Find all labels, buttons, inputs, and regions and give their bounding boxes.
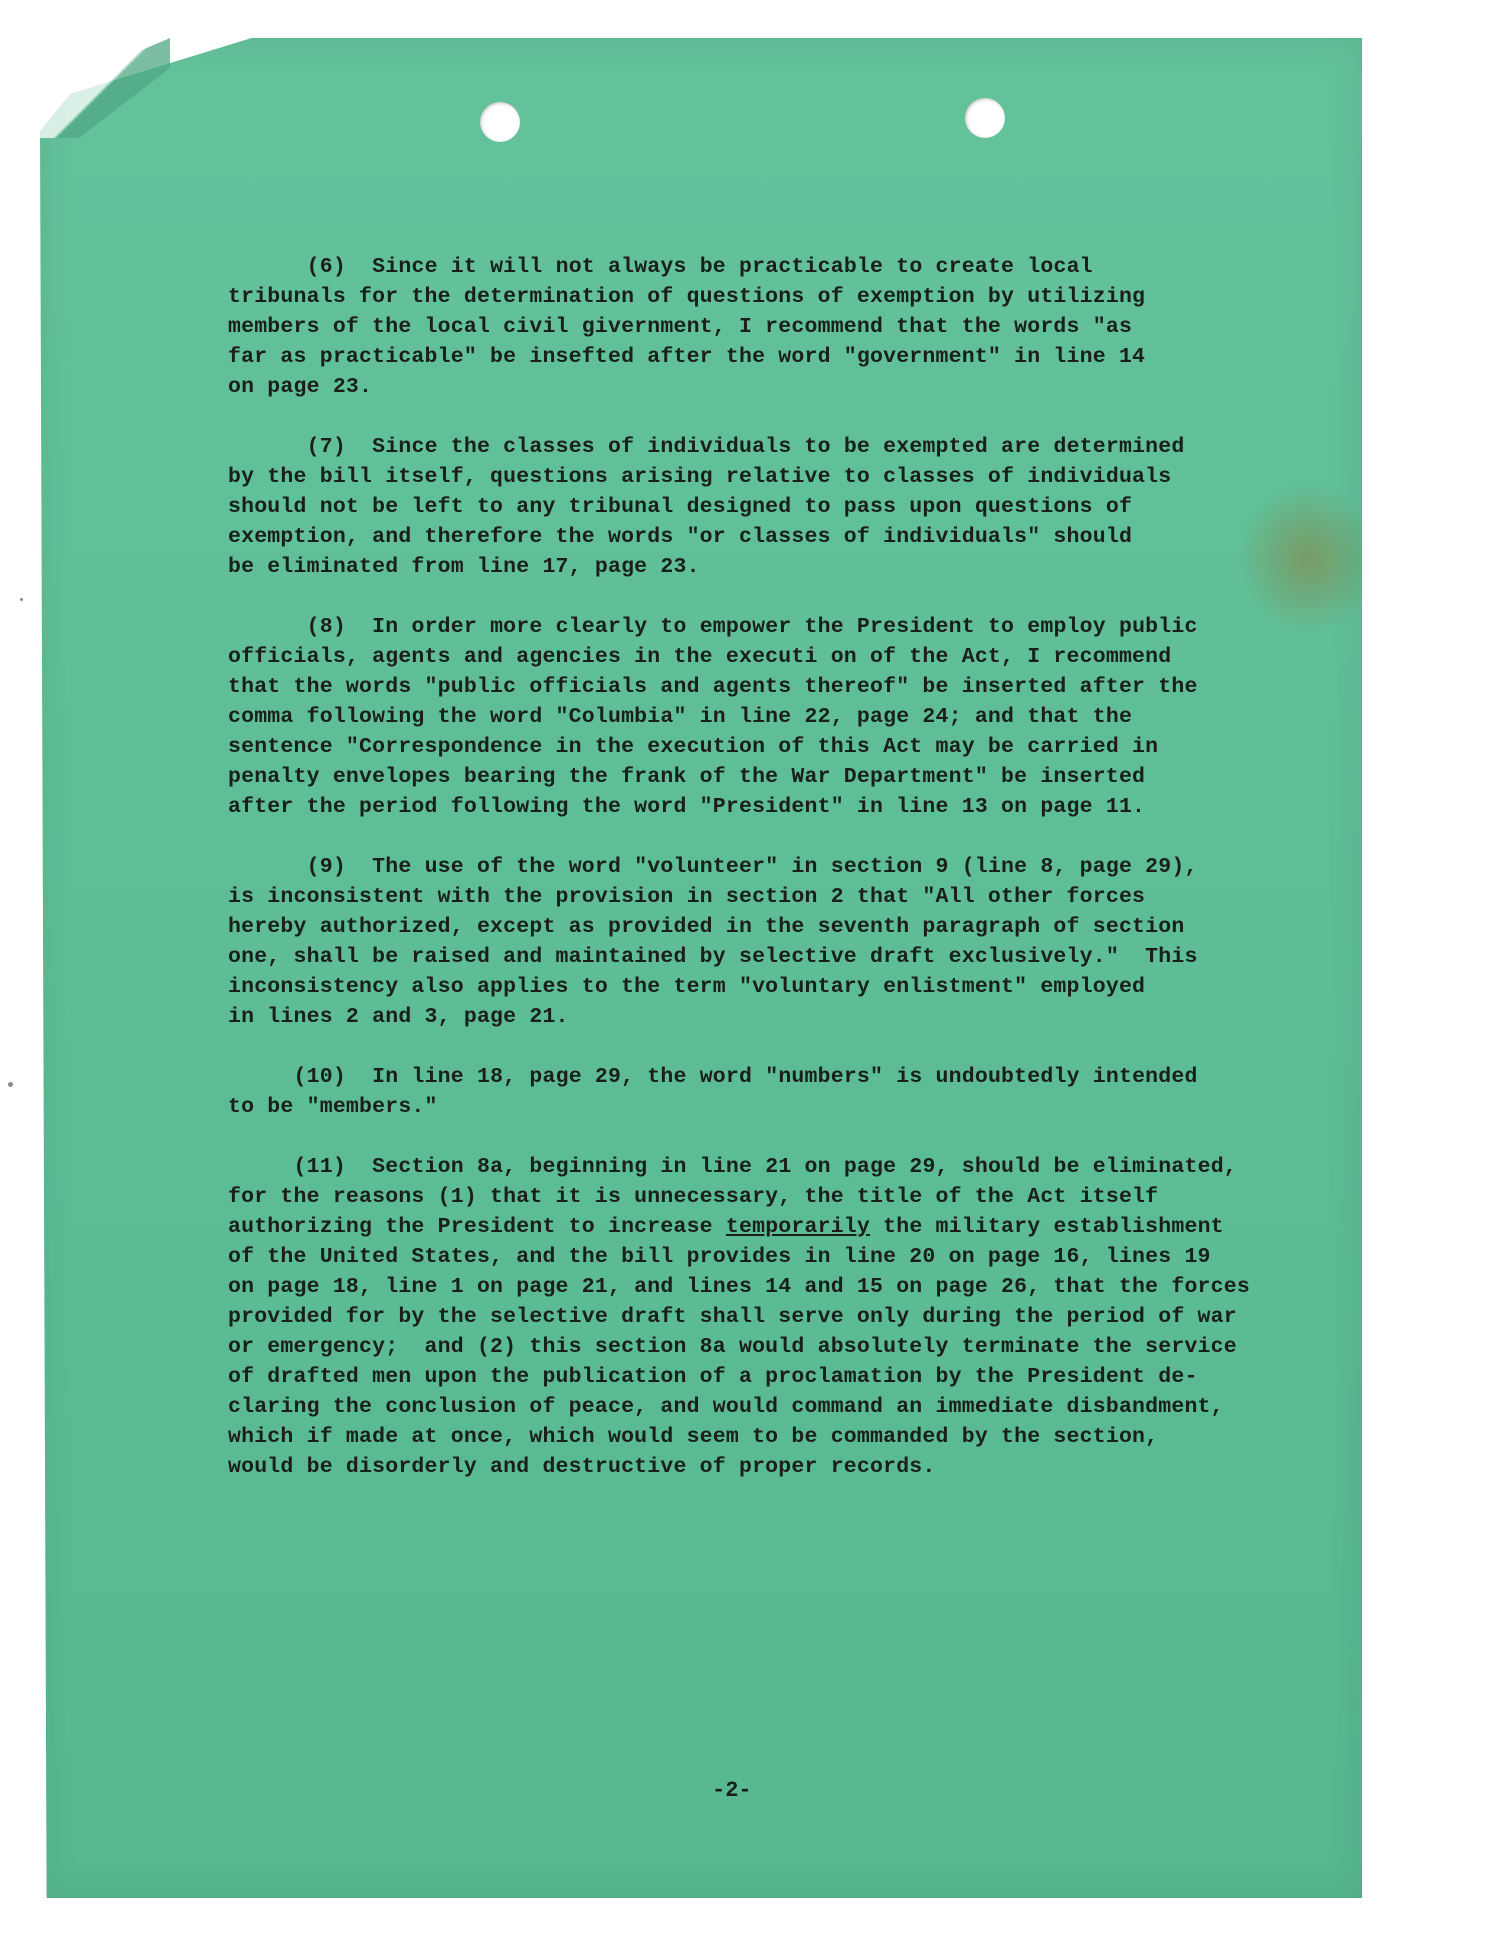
paragraph-7 [228, 432, 1348, 582]
paragraph-number: (6) [306, 255, 346, 279]
paragraph-line: (7) Since the classes of individuals to be exempted are determined [306, 435, 1185, 459]
paragraph-line: or emergency; and (2) this section 8a would absolutely terminate the service [228, 1335, 1237, 1359]
paragraph-6 [228, 252, 1348, 402]
paragraph-line: inconsistency also applies to the term "voluntary enlistment" employed [228, 975, 1146, 999]
paragraph-11 [228, 1152, 1348, 1482]
paragraph-number: (11) [293, 1155, 346, 1179]
paragraph-line: (8) In order more clearly to empower the President to employ public [306, 615, 1198, 639]
paragraph-line: be eliminated from line 17, page 23. [228, 555, 700, 579]
paragraph-line: hereby authorized, except as provided in the seventh paragraph of section [228, 915, 1185, 939]
paragraph-line: comma following the word "Columbia" in line 22, page 24; and that the [228, 705, 1133, 729]
punch-hole-right [965, 98, 1005, 138]
paragraph-10 [228, 1062, 1348, 1122]
paragraph-number: (8) [306, 615, 346, 639]
paragraph-line: claring the conclusion of peace, and would command an immediate disbandment, [228, 1395, 1224, 1419]
document-body [228, 252, 1348, 1512]
paragraph-line: (10) In line 18, page 29, the word "numbers" is undoubtedly intended [293, 1065, 1198, 1089]
paragraph-line: that the words "public officials and agents thereof" be inserted after the [228, 675, 1198, 699]
dust-speck [8, 1082, 13, 1087]
paragraph-line: penalty envelopes bearing the frank of the War Department" be inserted [228, 765, 1146, 789]
page-number: -2- [712, 1778, 752, 1803]
paragraph-number: (9) [306, 855, 346, 879]
paragraph-line: for the reasons (1) that it is unnecessary, the title of the Act itself [228, 1185, 1159, 1209]
paragraph-line: one, shall be raised and maintained by selective draft exclusively." This [228, 945, 1198, 969]
paragraph-line: which if made at once, which would seem to be commanded by the section, [228, 1425, 1159, 1449]
paragraph-line: members of the local civil givernment, I recommend that the words "as [228, 315, 1133, 339]
paragraph-line: of drafted men upon the publication of a proclamation by the President de- [228, 1365, 1198, 1389]
paragraph-line: far as practicable" be insefted after the word "government" in line 14 [228, 345, 1146, 369]
paragraph-number: (7) [306, 435, 346, 459]
paragraph-line: sentence "Correspondence in the execution of this Act may be carried in [228, 735, 1159, 759]
dust-speck [20, 598, 23, 601]
paragraph-line: (9) The use of the word "volunteer" in section 9 (line 8, page 29), [306, 855, 1198, 879]
paragraph-line: on page 18, line 1 on page 21, and lines 14 and 15 on page 26, that the forces [228, 1275, 1250, 1299]
paragraph-line: officials, agents and agencies in the executi on of the Act, I recommend [228, 645, 1172, 669]
paragraph-line: in lines 2 and 3, page 21. [228, 1005, 569, 1029]
paragraph-line: should not be left to any tribunal designed to pass upon questions of [228, 495, 1133, 519]
paragraph-line: is inconsistent with the provision in section 2 that "All other forces [228, 885, 1146, 909]
paragraph-line: of the United States, and the bill provides in line 20 on page 16, lines 19 [228, 1245, 1211, 1269]
paragraph-line: exemption, and therefore the words "or classes of individuals" should [228, 525, 1133, 549]
punch-hole-left [480, 102, 520, 142]
paragraph-8 [228, 612, 1348, 822]
paragraph-line: (11) Section 8a, beginning in line 21 on page 29, should be eliminated, [293, 1155, 1237, 1179]
paragraph-line: provided for by the selective draft shall serve only during the period of war [228, 1305, 1237, 1329]
paragraph-line: tribunals for the determination of questions of exemption by utilizing [228, 285, 1146, 309]
paragraph-line: authorizing the President to increase temporarily the military establishment [228, 1215, 1224, 1239]
paragraph-line: by the bill itself, questions arising relative to classes of individuals [228, 465, 1172, 489]
paragraph-9 [228, 852, 1348, 1032]
paragraph-line: (6) Since it will not always be practicable to create local [306, 255, 1093, 279]
paragraph-line: to be "members." [228, 1095, 438, 1119]
paragraph-line: after the period following the word "President" in line 13 on page 11. [228, 795, 1146, 819]
paragraph-line: on page 23. [228, 375, 373, 399]
paragraph-number: (10) [293, 1065, 346, 1089]
paragraph-line: would be disorderly and destructive of proper records. [228, 1455, 936, 1479]
